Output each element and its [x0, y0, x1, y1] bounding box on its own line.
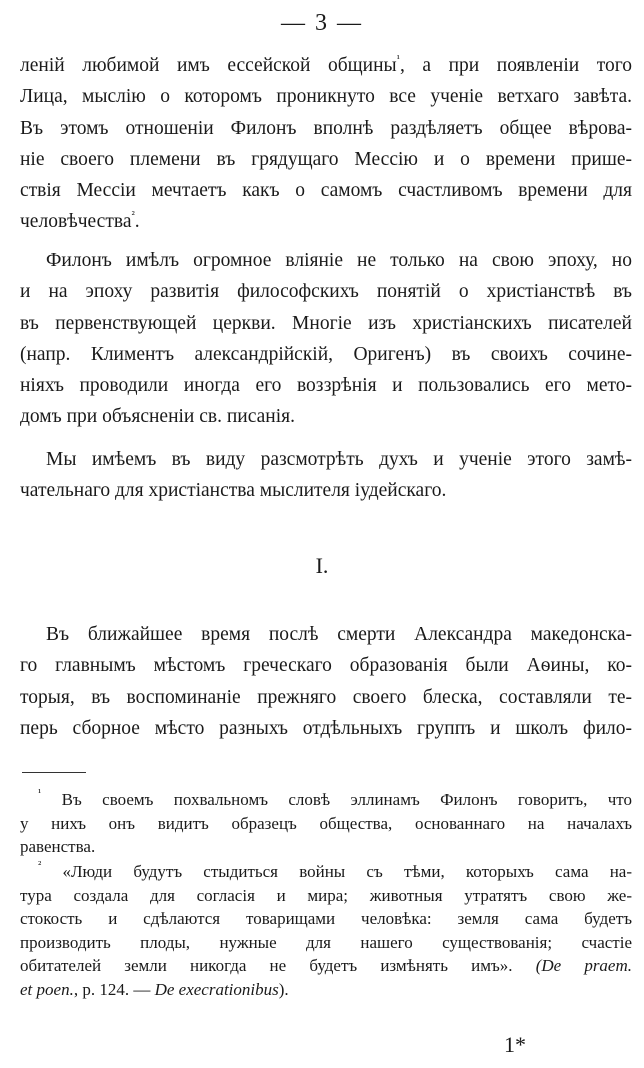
printer-signature-mark: 1* — [504, 1032, 526, 1057]
footnote-line: тура создала для согласія и мира; животныя утратятъ свою же- — [20, 885, 632, 905]
footnote-marker-1: ¹ — [38, 787, 42, 800]
citation-title: De execrationibus — [154, 979, 279, 999]
footnote-2 — [20, 860, 632, 1002]
footnote-line: et poen., p. 124. — De execrationibus). — [20, 979, 289, 999]
paragraph-philo-influence — [20, 245, 632, 433]
paragraph-intent — [20, 444, 632, 507]
paragraph-continuation — [20, 50, 632, 238]
citation-title: et poen. — [20, 979, 74, 999]
text-line: домъ при объясненіи св. писанія. — [20, 406, 295, 428]
text-line: Въ этомъ отношеніи Филонъ вполнѣ раздѣляетъ общее вѣрова- — [20, 117, 632, 139]
footnote-ref-1: ¹ — [396, 52, 400, 65]
text-line: (напр. Климентъ александрійскій, Оригенъ) въ своихъ сочине- — [20, 343, 632, 365]
footnote-line: равенства. — [20, 837, 96, 857]
text-line: перь сборное мѣсто разныхъ отдѣльныхъ группъ и школъ фило- — [20, 717, 632, 739]
footnote-line: $^{^1}$ Въ своемъ похвальномъ словѣ эллинамъ Филонъ говоритъ, что — [38, 787, 632, 809]
text-line: человѣчества$^{^2}$. — [20, 208, 140, 233]
footnote-line: $^{^2}$ «Люди будутъ стыдиться войны съ тѣми, которыхъ сама на- — [38, 859, 633, 881]
text-line: и на эпоху развитія философскихъ понятій о христіанствѣ въ — [20, 281, 632, 303]
text-line: Въ ближайшее время послѣ смерти Александра македонска- — [46, 624, 632, 645]
text-line: Филонъ имѣлъ огромное вліяніе не только на свою эпоху, но — [46, 250, 632, 271]
text-line: торыя, въ воспоминаніе прежняго своего блеска, составляли те- — [20, 686, 632, 708]
text-line: чательнаго для христіанства мыслителя іудейскаго. — [20, 480, 447, 502]
text-line: Мы имѣемъ въ виду разсмотрѣть духъ и ученіе этого замѣ- — [46, 449, 632, 470]
text-line: ніяхъ проводили иногда его воззрѣнія и пользовались его мето- — [20, 375, 632, 397]
footnote-ref-2: ² — [131, 208, 135, 221]
text-line: го главнымъ мѣстомъ греческаго образованія были Аѳины, ко- — [20, 655, 632, 677]
section-heading: I. — [315, 553, 329, 578]
footnote-line: у нихъ онъ видитъ образецъ общества, основаннаго на началахъ — [20, 813, 632, 833]
citation-page: , p. 124. — — [73, 979, 151, 999]
footnote-marker-2: ² — [38, 859, 42, 872]
footnote-line: стокость и сдѣлаются товарищами человѣка: земля сама будетъ — [20, 909, 632, 929]
text-line: леній любимой имъ ессейской общины$^{^1}$, а при появленіи того — [20, 52, 633, 76]
text-line: ніе своего племени въ грядущаго Мессію и о времени прише- — [20, 148, 632, 170]
text-line: въ первенствующей церкви. Многіе изъ христіанскихъ писателей — [20, 312, 632, 334]
footnote-1 — [20, 788, 632, 859]
paragraph-athens — [20, 619, 632, 744]
text-line: Лица, мыслію о которомъ проникнуто все ученіе ветхаго завѣта. — [20, 86, 632, 108]
citation-title: (De praem. — [535, 956, 633, 976]
footnote-line: производить плоды, нужные для нашего существованія; счастіе — [20, 932, 632, 952]
page-number: — 3 — — [281, 10, 363, 36]
text-line: ствія Мессіи мечтаетъ какъ о самомъ счастливомъ времени для — [20, 180, 632, 202]
footnote-line: обитателей земли никогда не будетъ измѣнять имъ». (De praem. — [20, 956, 633, 976]
footnote-divider — [22, 772, 86, 773]
